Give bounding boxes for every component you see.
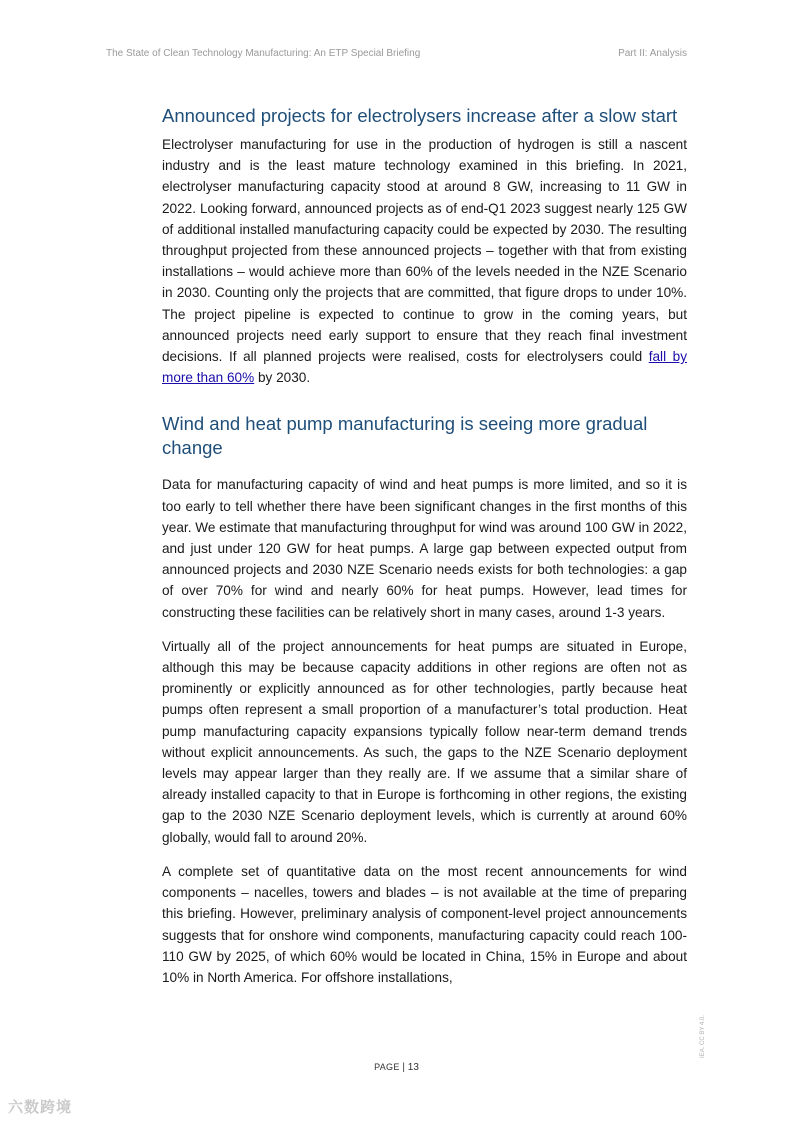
header-document-title: The State of Clean Technology Manufacturing: An ETP Special Briefing	[106, 48, 421, 59]
license-note: IEA. CC BY 4.0.	[700, 1015, 706, 1058]
paragraph-wind-components: A complete set of quantitative data on the most recent announcements for wind components – nacelles, towers and blades – is not available at the time of preparing this briefing. However, preliminary analysis of component-level project announcements suggests that for onshore wind components, manufacturing capacity could reach 100-110 GW by 2025, of which 60% would be located in China, 15% in Europe and about 10% in North America. For offshore installations,	[162, 863, 687, 985]
fall-by-more-link[interactable]: fall by more than 60%	[162, 349, 687, 386]
section-heading-wind-heat-pumps: Wind and heat pump manufacturing is seeing more gradual change	[162, 413, 648, 459]
paragraph-text-end: by 2030.	[254, 370, 311, 386]
paragraph-electrolysers	[162, 134, 687, 388]
page-separator: |	[399, 1062, 408, 1073]
running-header	[106, 48, 687, 59]
page-body	[162, 104, 687, 1001]
paragraph-heat-pump-europe: Virtually all of the project announcements for heat pumps are situated in Europe, although this may be because capacity additions in other regions are often not as prominently or explicitly announced as for other technologies, partly because heat pumps often represent a small proportion of a manufacturer’s total production. Heat pump manufacturing capacity expansions typically follow near-term demand trends without explicit announcements. As such, the gaps to the NZE Scenario deployment levels may appear larger than they really are. If we assume that a similar share of already installed capacity to that in Europe is forthcoming in other regions, the existing gap to the 2030 NZE Scenario deployment levels, which is currently at around 60% globally, would fall to around 20%.	[162, 638, 687, 845]
header-part-label: Part II: Analysis	[618, 48, 687, 59]
watermark: 六数跨境	[8, 1099, 73, 1116]
page-label: PAGE	[374, 1062, 400, 1072]
page-number: 13	[407, 1062, 419, 1073]
page-footer	[0, 1062, 793, 1073]
paragraph-wind-heat-capacity: Data for manufacturing capacity of wind and heat pumps is more limited, and so it is too early to tell whether there have been significant changes in the first months of this year. We estimate that manufacturing throughput for wind was around 100 GW in 2022, and just under 120 GW for heat pumps. A large gap between expected output from announced projects and 2030 NZE Scenario needs exists for both technologies: a gap of over 70% for wind and nearly 60% for heat pumps. However, lead times for constructing these facilities can be relatively short in many cases, around 1-3 years.	[162, 477, 687, 620]
paragraph-text: Electrolyser manufacturing for use in the production of hydrogen is still a nascent industry and is the least mature technology examined in this briefing. In 2021, electrolyser manufacturing capacity stood at around 8 GW, increasing to 11 GW in 2022. Looking forward, announced projects as of end-Q1 2023 suggest nearly 125 GW of additional installed manufacturing capacity could be expected by 2030. The resulting throughput projected from these announced projects – together with that from existing installations – would achieve more than 60% of the levels needed in the NZE Scenario in 2030. Counting only the projects that are committed, that figure drops to under 10%. The project pipeline is expected to continue to grow in the coming years, but announced projects need early support to ensure that they reach final investment decisions. If all planned projects were realised, costs for electrolysers could	[162, 137, 687, 365]
section-heading-electrolysers: Announced projects for electrolysers increase after a slow start	[162, 105, 678, 126]
